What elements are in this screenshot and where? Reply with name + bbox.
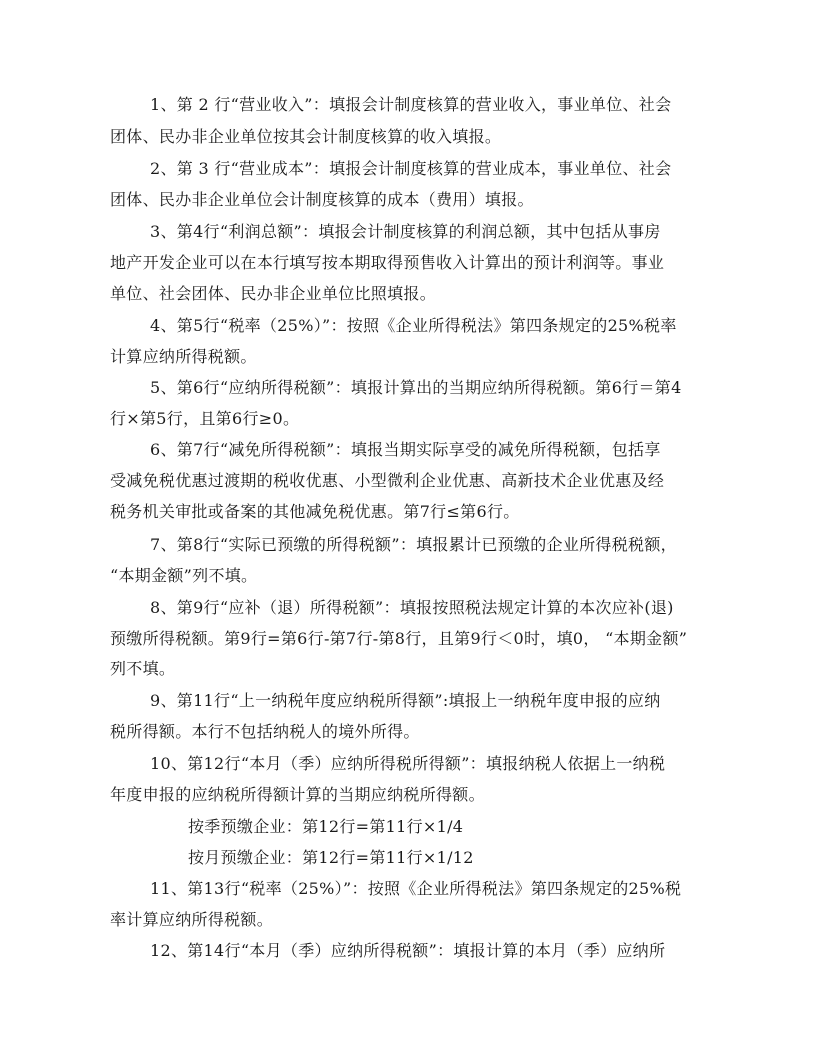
para-2-line-1: 2、第 3 行“营业成本”：填报会计制度核算的营业成本，事业单位、社会 — [150, 159, 672, 178]
para-7-line-2: “本期金额”列不填。 — [110, 566, 258, 585]
para-11-line-1: 11、第13行“税率（25%）”：按照《企业所得税法》第四条规定的25%税 — [150, 879, 682, 898]
para-10-line-2: 年度申报的应纳税所得额计算的当期应纳税所得额。 — [110, 785, 485, 804]
para-3-line-2: 地产开发企业可以在本行填写按本期取得预售收入计算出的预计利润等。事业 — [110, 253, 665, 272]
para-6-line-2: 受减免税优惠过渡期的税收优惠、小型微利企业优惠、高新技术企业优惠及经 — [110, 471, 665, 490]
formula-quarterly: 按季预缴企业：第12行=第11行×1/4 — [188, 817, 464, 836]
para-4-line-2: 计算应纳所得税额。 — [110, 347, 257, 366]
para-2-line-2: 团体、民办非企业单位会计制度核算的成本（费用）填报。 — [110, 190, 534, 209]
formula-monthly: 按月预缴企业：第12行=第11行×1/12 — [188, 848, 474, 867]
para-7-line-1: 7、第8行“实际已预缴的所得税额”：填报累计已预缴的企业所得税税额， — [150, 535, 677, 554]
para-8-line-3: 列不填。 — [110, 659, 176, 678]
para-9-line-2: 税所得额。本行不包括纳税人的境外所得。 — [110, 722, 420, 741]
para-8-line-2: 预缴所得税额。第9行=第6行-第7行-第8行，且第9行＜0时，填0， “本期金额” — [110, 629, 688, 648]
para-8-line-1: 8、第9行“应补（退）所得税额”：填报按照税法规定计算的本次应补(退) — [150, 598, 674, 617]
para-10-line-1: 10、第12行“本月（季）应纳所得税所得额”：填报纳税人依据上一纳税 — [150, 754, 666, 773]
para-5-line-1: 5、第6行“应纳所得税额”：填报计算出的当期应纳所得税额。第6行＝第4 — [150, 378, 682, 397]
para-6-line-1: 6、第7行“减免所得税额”：填报当期实际享受的减免所得税额，包括享 — [150, 440, 661, 459]
para-3-line-1: 3、第4行“利润总额”：填报会计制度核算的利润总额，其中包括从事房 — [150, 222, 661, 241]
para-1-line-1: 1、第 2 行“营业收入”：填报会计制度核算的营业收入，事业单位、社会 — [150, 95, 672, 114]
para-12-line-1: 12、第14行“本月（季）应纳所得税额”：填报计算的本月（季）应纳所 — [150, 941, 666, 960]
para-1-line-2: 团体、民办非企业单位按其会计制度核算的收入填报。 — [110, 127, 502, 146]
para-9-line-1: 9、第11行“上一纳税年度应纳税所得额”:填报上一纳税年度申报的应纳 — [150, 691, 661, 710]
para-11-line-2: 率计算应纳所得税额。 — [110, 910, 274, 929]
para-3-line-3: 单位、社会团体、民办非企业单位比照填报。 — [110, 284, 437, 303]
para-6-line-3: 税务机关审批或备案的其他减免税优惠。第7行≤第6行。 — [110, 502, 520, 521]
para-4-line-1: 4、第5行“税率（25%）”：按照《企业所得税法》第四条规定的25%税率 — [150, 316, 677, 335]
para-5-line-2: 行×第5行，且第6行≥0。 — [110, 409, 300, 428]
